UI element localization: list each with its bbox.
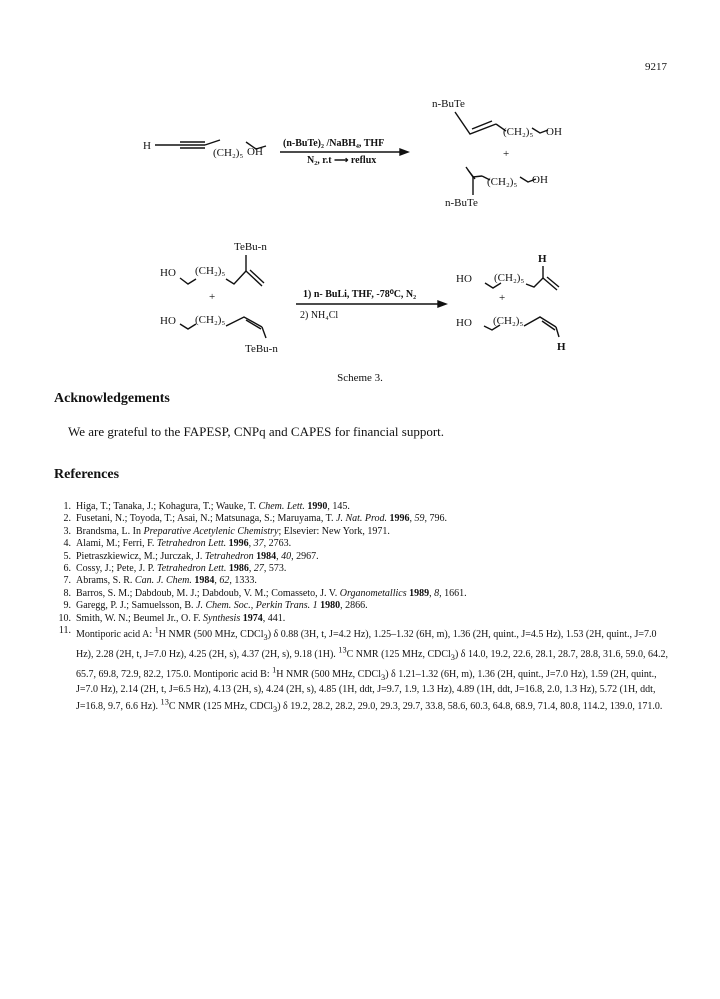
double-bond-line xyxy=(468,170,475,179)
reference-text: Garegg, P. J.; Samuelsson, B. J. Chem. Soc., Perkin Trans. 1 1980, 2866. xyxy=(76,600,368,612)
bond xyxy=(226,271,246,284)
p1-chain-label: (CH₂)₅ xyxy=(503,126,534,138)
p1-chain-label: (CH₂)₅ xyxy=(494,272,525,284)
bond xyxy=(180,278,196,284)
sm2-chain-label: (CH₂)₅ xyxy=(195,314,226,326)
bond xyxy=(226,317,262,327)
reference-number: 1. xyxy=(63,501,71,512)
reference-text: Higa, T.; Tanaka, J.; Kohagura, T.; Wauke, T. Chem. Lett. 1990, 145. xyxy=(76,501,350,512)
reference-number: 2. xyxy=(63,513,71,525)
bond xyxy=(180,324,196,329)
sm1-chain-label: (CH₂)₅ xyxy=(195,265,226,277)
plus-sign: + xyxy=(209,291,216,303)
bond xyxy=(556,327,559,337)
sm2-tellurium-label: TeBu-n xyxy=(245,343,278,355)
reference-item xyxy=(56,625,674,716)
reference-number: 7. xyxy=(63,575,71,587)
p2-chain-label: (CH₂)₅ xyxy=(487,176,518,188)
plus-sign: + xyxy=(499,292,506,304)
sm1-ho-label: HO xyxy=(160,267,176,279)
sm-oh-label: OH xyxy=(247,146,263,158)
reference-item xyxy=(56,551,674,563)
reagents-1-line2: N₂, r.t ⟶ reflux xyxy=(307,155,377,166)
reference-text: Abrams, S. R. Can. J. Chem. 1984, 62, 1333. xyxy=(76,575,257,587)
reference-item xyxy=(56,613,674,625)
reagents-1-line1: (n-BuTe)₂ /NaBH₄, THF xyxy=(283,138,385,149)
reference-item xyxy=(56,538,674,550)
reference-number: 4. xyxy=(63,538,71,550)
p2-oh-label: OH xyxy=(532,174,548,186)
reference-number: 5. xyxy=(63,550,71,562)
references-heading: References xyxy=(54,467,120,482)
p2-tellurium-label: n-BuTe xyxy=(445,197,478,209)
reference-item xyxy=(56,575,674,587)
reference-text: Alami, M.; Ferri, F. Tetrahedron Lett. 1996, 37, 2763. xyxy=(76,538,292,550)
reference-item xyxy=(56,526,674,538)
bond xyxy=(524,317,556,327)
reference-number: 3. xyxy=(63,525,71,537)
bond xyxy=(455,112,496,134)
reference-item xyxy=(56,588,674,600)
p1-h-label: H xyxy=(538,253,547,265)
bond xyxy=(526,278,543,287)
arrowhead xyxy=(438,301,446,307)
reference-item xyxy=(56,563,674,575)
reagents-2-line1: 1) n- BuLi, THF, -78⁰C, N₂ xyxy=(303,289,417,300)
p1-oh-label: OH xyxy=(546,126,562,138)
reference-text: Pietraszkiewicz, M.; Jurczak, J. Tetrahedron 1984, 40, 2967. xyxy=(76,550,319,562)
reference-number: 9. xyxy=(63,600,71,612)
reference-number: 11. xyxy=(58,625,71,637)
reference-text: Fusetani, N.; Toyoda, T.; Asai, N.; Matsunaga, S.; Maruyama, T. J. Nat. Prod. 1996, 59, 796. xyxy=(76,513,448,525)
double-bond-line xyxy=(547,277,559,287)
p2-ho-label: HO xyxy=(456,317,472,329)
sm2-ho-label: HO xyxy=(160,315,176,327)
reference-text: Brandsma, L. In Preparative Acetylenic Chemistry; Elsevier: New York, 1971. xyxy=(76,525,390,537)
p1-ho-label: HO xyxy=(456,273,472,285)
reference-number: 6. xyxy=(63,563,71,575)
bond xyxy=(262,327,266,338)
p2-h-label: H xyxy=(557,341,566,353)
reference-text: Montiporic acid A: $^1$H NMR (500 MHz, CDCl$_3$) δ 0.88 (3H, t, J=4.2 Hz), 1.25–1.32 (6H, m), 1.36 (2H, quint., J=4.5 Hz), 1.53 (2H, quint., J=7.0 Hz), 2.28 (2H, t, J=7.0 Hz), 4.25 (2H, s), 4.37 (2H, s), 9.18 (1H). $^{13}$C NMR (125 MHz, CDCl$_3$) δ 14.0, 19.2, 22.6, 28.1, 28.7, 28.8, 31.6, 59.0, 64.2, 65.7, 69.8, 72.9, 82.2, 175.0. Montiporic acid B: $^1$H NMR (500 MHz, CDCl$_3$) δ 1.21–1.32 (6H, m), 1.36 (2H, quint., J=7.0 Hz), 1.59 (2H, quint., J=7.0 Hz), 2.14 (2H, t, J=6.5 Hz), 4.13 (2H, s), 4.24 (2H, s), 4.85 (1H, ddt, J=9.7, 1.9, 1.3 Hz), 4.89 (1H, ddt, J=16.8, 2.0, 1.3 Hz), 5.72 (1H, ddt, J=16.8, 9.7, 6.6 Hz). $^{13}$C NMR (125 MHz, CDCl$_3$) δ 19.2, 28.2, 28.2, 29.0, 29.3, 29.7, 33.8, 58.6, 60.3, 64.8, 68.9, 71.4, 80.8, 114.2, 139.0, 171.0. xyxy=(76,626,669,714)
reference-text: Barros, S. M.; Dabdoub, M. J.; Dabdoub, V. M.; Comasseto, J. V. Organometallics 1989, 8, 1661. xyxy=(76,587,467,599)
acknowledgements-text: We are grateful to the FAPESP, CNPq and CAPES for financial support. xyxy=(68,424,445,439)
bond xyxy=(466,167,482,177)
acknowledgements-heading: Acknowledgements xyxy=(54,391,170,406)
reference-item xyxy=(56,501,674,513)
reference-item xyxy=(56,600,674,612)
reference-number: 8. xyxy=(63,587,71,599)
sm-h-label: H xyxy=(143,140,151,152)
reagents-2-line2: 2) NH₄Cl xyxy=(300,310,339,321)
sm1-tellurium-label: TeBu-n xyxy=(234,241,267,253)
reference-text: Smith, W. N.; Beumel Jr., O. F. Synthesis 1974, 441. xyxy=(76,612,286,624)
plus-sign: + xyxy=(503,148,510,160)
reference-list xyxy=(56,501,674,716)
p1-tellurium-label: n-BuTe xyxy=(432,98,465,110)
reaction-scheme xyxy=(0,0,720,380)
reference-text: Cossy, J.; Pete, J. P. Tetrahedron Lett. 1986, 27, 573. xyxy=(76,563,287,575)
page-number: 9217 xyxy=(645,61,667,73)
bond xyxy=(205,140,220,145)
double-bond-line xyxy=(472,121,492,129)
p2-chain-label: (CH₂)₅ xyxy=(493,315,524,327)
sm-chain-label: (CH₂)₅ xyxy=(213,147,244,159)
arrowhead xyxy=(400,149,408,155)
reference-item xyxy=(56,513,674,525)
reference-number: 10. xyxy=(58,612,71,624)
scheme-caption: Scheme 3. xyxy=(337,372,383,384)
